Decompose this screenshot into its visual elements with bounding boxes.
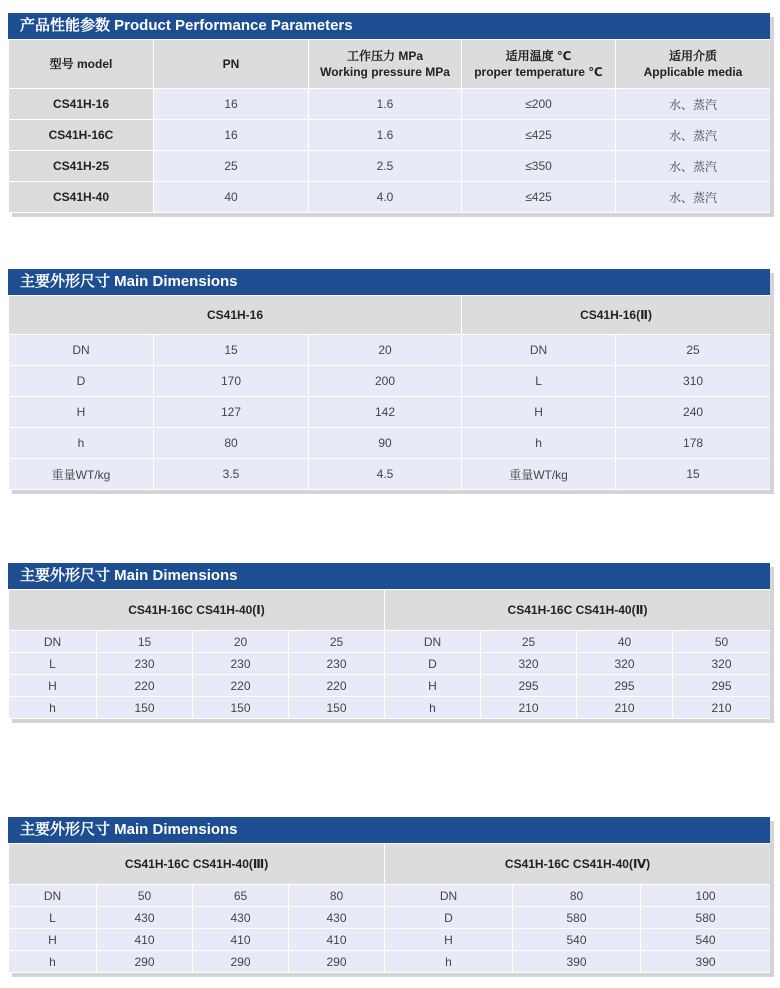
table-row: H 127 142 H 240 (9, 397, 771, 428)
table-row: D 170 200 L 310 (9, 366, 771, 397)
table-row: 重量WT/kg 3.5 4.5 重量WT/kg 15 (9, 459, 771, 490)
table-row: DN 15 20 25 DN 25 40 50 (9, 631, 771, 653)
table-row: CS41H-25 25 2.5 ≤350 水、蒸汽 (9, 151, 771, 182)
table-row: DN 50 65 80 DN 80 100 (9, 885, 771, 907)
table-row: L 430 430 430 D 580 580 (9, 907, 771, 929)
group-label-left: CS41H-16 (9, 296, 462, 335)
table-row: H 410 410 410 H 540 540 (9, 929, 771, 951)
header-media: 适用介质 Applicable media (616, 40, 771, 89)
table-row: L 230 230 230 D 320 320 320 (9, 653, 771, 675)
dimensions-title: 主要外形尺寸 Main Dimensions (8, 563, 770, 589)
dimensions-section-1 (8, 269, 770, 490)
performance-header-row (9, 40, 771, 89)
header-pn: PN (154, 40, 309, 89)
group-label-left: CS41H-16C CS41H-40(Ⅲ) (9, 844, 385, 885)
performance-section (8, 13, 770, 213)
group-label-right: CS41H-16C CS41H-40(Ⅳ) (385, 844, 771, 885)
header-temperature: 适用温度 ℃ proper temperature ℃ (462, 40, 616, 89)
dimensions-section-2 (8, 563, 770, 719)
dimensions-table-1 (8, 295, 771, 490)
dimensions-table-2 (8, 589, 771, 719)
group-header-row (9, 590, 771, 631)
group-header-row (9, 296, 771, 335)
table-row: h 80 90 h 178 (9, 428, 771, 459)
group-label-left: CS41H-16C CS41H-40(Ⅰ) (9, 590, 385, 631)
table-row: H 220 220 220 H 295 295 295 (9, 675, 771, 697)
dimensions-title: 主要外形尺寸 Main Dimensions (8, 269, 770, 295)
table-row: h 290 290 290 h 390 390 (9, 951, 771, 973)
header-pressure: 工作压力 MPa Working pressure MPa (309, 40, 462, 89)
table-row: h 150 150 150 h 210 210 210 (9, 697, 771, 719)
group-header-row (9, 844, 771, 885)
table-row: CS41H-16 16 1.6 ≤200 水、蒸汽 (9, 89, 771, 120)
dimensions-title: 主要外形尺寸 Main Dimensions (8, 817, 770, 843)
group-label-right: CS41H-16(Ⅱ) (462, 296, 771, 335)
performance-table (8, 39, 771, 213)
group-label-right: CS41H-16C CS41H-40(Ⅱ) (385, 590, 771, 631)
dimensions-section-3 (8, 817, 770, 973)
table-row: CS41H-40 40 4.0 ≤425 水、蒸汽 (9, 182, 771, 213)
performance-title: 产品性能参数 Product Performance Parameters (8, 13, 770, 39)
table-row: CS41H-16C 16 1.6 ≤425 水、蒸汽 (9, 120, 771, 151)
header-model: 型号 model (9, 40, 154, 89)
dimensions-table-3 (8, 843, 771, 973)
table-row: DN 15 20 DN 25 (9, 335, 771, 366)
